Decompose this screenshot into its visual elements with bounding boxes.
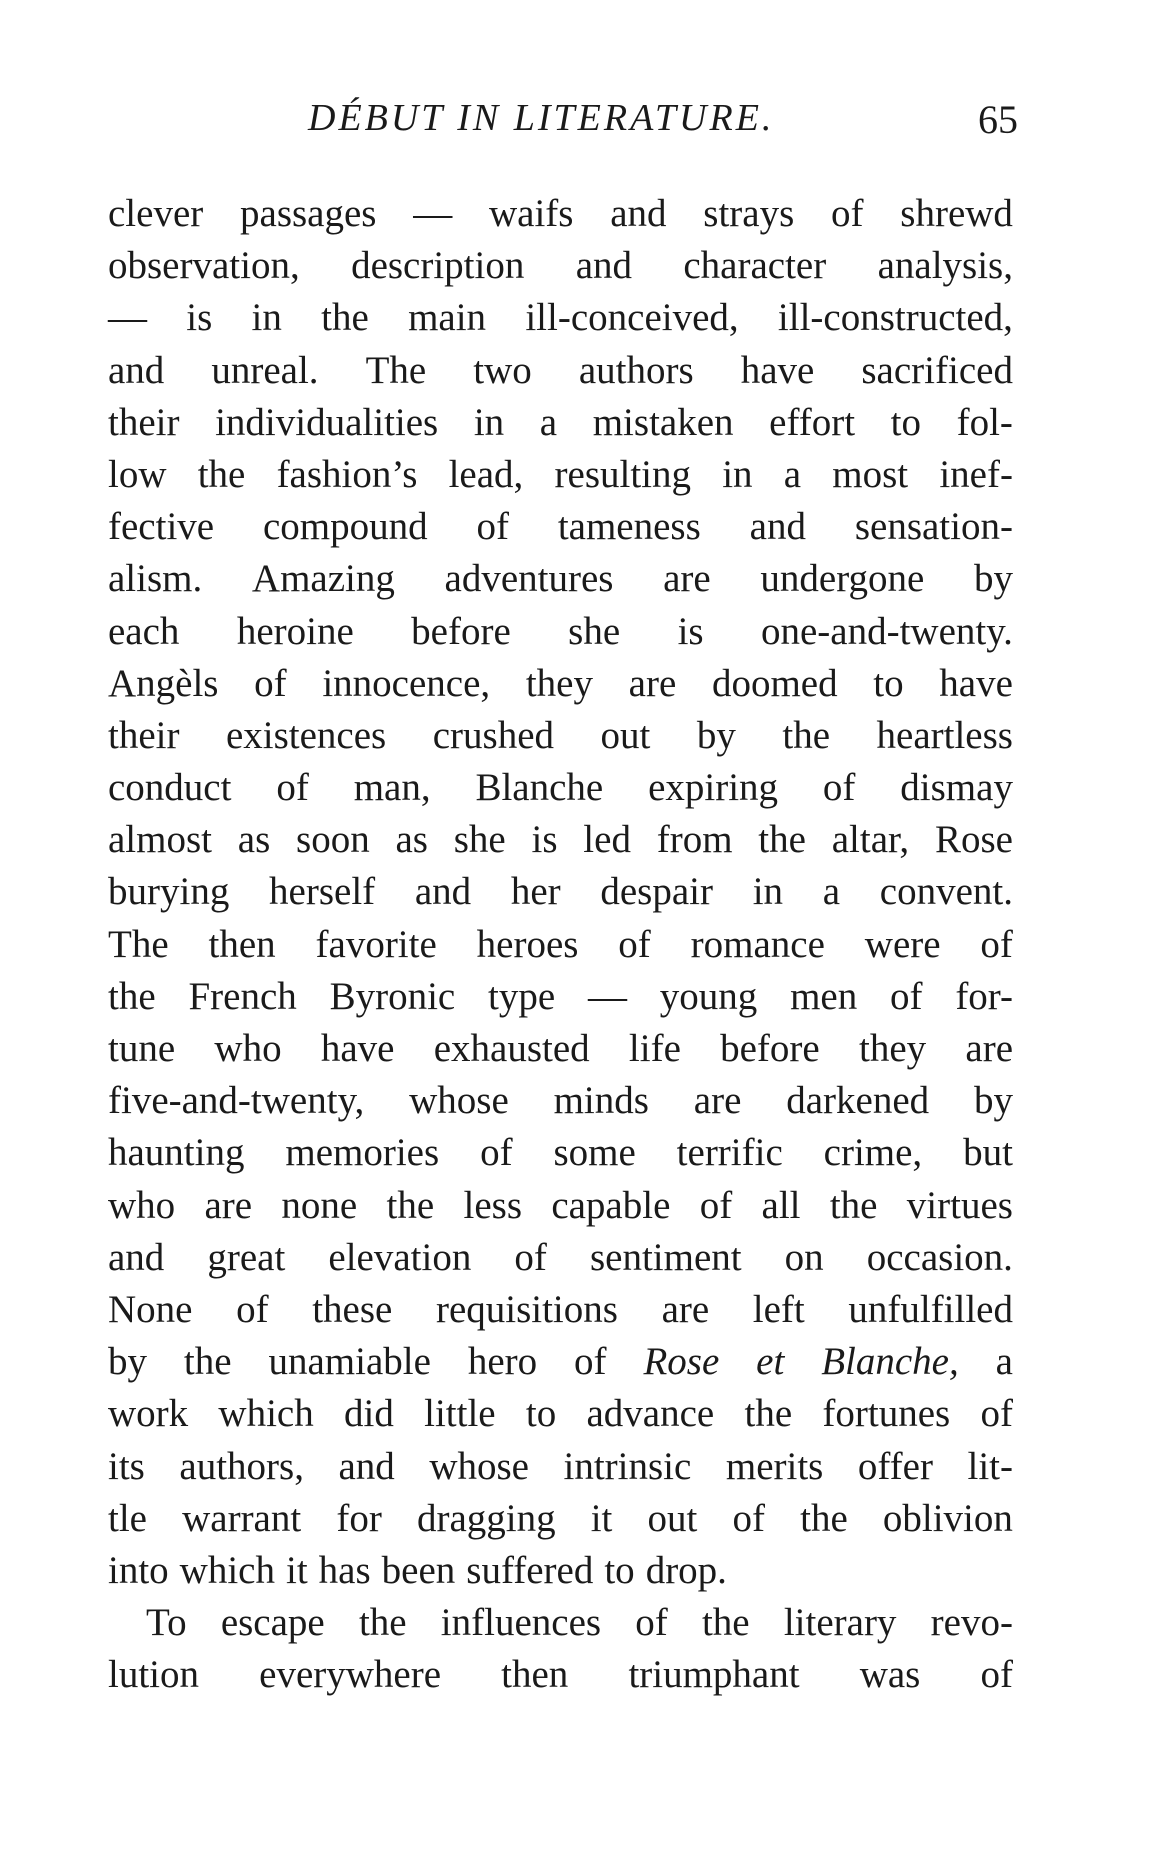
text-line: conduct of man, Blanche expiring of dismay (108, 766, 1013, 810)
text-line: fective compound of tameness and sensation- (108, 505, 1013, 549)
text-line: haunting memories of some terrific crime, but (108, 1131, 1013, 1175)
text-line: alism. Amazing adventures are undergone by (108, 557, 1013, 601)
running-title: DÉBUT IN LITERATURE. (308, 97, 775, 139)
running-head (108, 96, 1018, 146)
text-line: the French Byronic type — young men of for- (108, 974, 1013, 1018)
text-line: five-and-twenty, whose minds are darkened by (108, 1079, 1013, 1123)
text-line: work which did little to advance the fortunes of (108, 1392, 1013, 1436)
text-line: and great elevation of sentiment on occasion. (108, 1235, 1013, 1279)
page-number: 65 (978, 97, 1018, 142)
text-line: lution everywhere then triumphant was of (108, 1653, 1013, 1697)
text-line: their existences crushed out by the heartless (108, 713, 1013, 757)
text-line: into which it has been suffered to drop. (108, 1548, 727, 1592)
text-line: clever passages — waifs and strays of shrewd (108, 192, 1013, 235)
text-line: To escape the influences of the literary revo- (146, 1601, 1013, 1645)
text-line: — is in the main ill-conceived, ill-constructed, (108, 296, 1013, 340)
text-line: burying herself and her despair in a convent. (108, 870, 1013, 914)
text-line: The then favorite heroes of romance were of (108, 922, 1013, 966)
text-line: almost as soon as she is led from the altar, Rose (108, 818, 1013, 862)
text-line: their individualities in a mistaken effort to fol- (108, 400, 1013, 444)
text-line: None of these requisitions are left unfulfilled (108, 1287, 1013, 1331)
text-line: tune who have exhausted life before they are (108, 1027, 1013, 1070)
text-line: observation, description and character analysis, (108, 244, 1013, 288)
body-text (108, 188, 1013, 1701)
text-line: and unreal. The two authors have sacrificed (108, 348, 1013, 392)
text-line: tle warrant for dragging it out of the oblivion (108, 1496, 1013, 1540)
text-line: each heroine before she is one-and-twenty. (108, 609, 1013, 653)
text-line: its authors, and whose intrinsic merits offer lit- (108, 1444, 1013, 1488)
text-line: Angèls of innocence, they are doomed to have (108, 661, 1013, 705)
text-line: who are none the less capable of all the virtues (108, 1183, 1013, 1227)
text-line: by the unamiable hero of Rose et Blanche, a (108, 1340, 1013, 1384)
text-line: low the fashion’s lead, resulting in a most inef- (108, 452, 1013, 496)
